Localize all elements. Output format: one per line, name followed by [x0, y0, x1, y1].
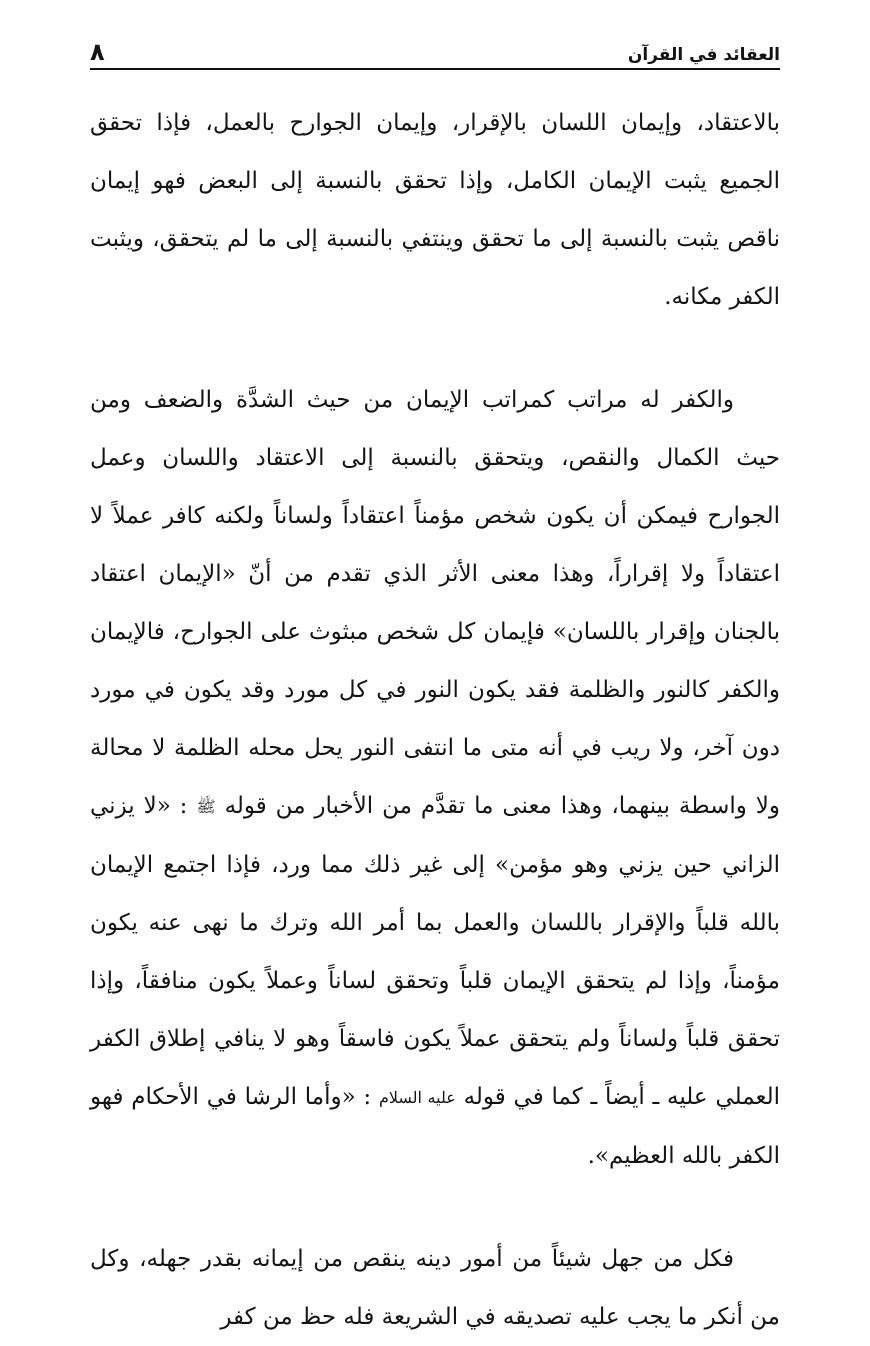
running-header — [90, 30, 780, 70]
paragraph-text: : «لا يزني الزاني حين يزني وهو مؤمن» إلى غير ذلك مما ورد، فإذا اجتمع الإيمان بالله قلباً والإقرار باللسان والعمل بما أمر الله وترك ما نهى عنه يكون مؤمناً، وإذا لم يتحقق الإيمان قلباً وتحقق لساناً وعملاً يكون منافقاً، وإذا تحقق قلباً ولساناً ولم يتحقق عملاً يكون فاسقاً وهو لا ينافي إطلاق الكفر العملي عليه ـ أيضاً ـ كما في قوله — [90, 793, 780, 1110]
paragraph-3 — [90, 1230, 780, 1346]
book-title: العقائد في القرآن — [627, 45, 780, 65]
page-number: ٨ — [90, 38, 105, 66]
paragraph-text: : «وأما الرشا في الأحكام فهو الكفر بالله العظيم». — [90, 1084, 780, 1169]
honorific-glyph: عليه السلام — [378, 1088, 456, 1107]
paragraph-text: والكفر له مراتب كمراتب الإيمان من حيث الشدَّة والضعف ومن حيث الكمال والنقص، ويتحقق بالنسبة إلى الاعتقاد واللسان وعمل الجوارح فيمكن أن يكون شخص مؤمناً اعتقاداً ولساناً ولكنه كافر عملاً لا اعتقاداً ولا إقراراً، وهذا معنى الأثر الذي تقدم من أنّ «الإيمان اعتقاد بالجنان وإقرار باللسان» فإيمان كل شخص مبثوث على الجوارح، فالإيمان والكفر كالنور والظلمة فقد يكون النور في كل مورد وقد يكون في مورد دون آخر، ولا ريب في أنه متى ما انتفى النور يحل محله الظلمة لا محالة ولا واسطة بينهما، وهذا معنى ما تقدَّم من الأخبار من قوله — [90, 387, 780, 819]
paragraph-2 — [90, 371, 780, 1185]
honorific-glyph: ﷺ — [196, 797, 216, 816]
paragraph-text: بالاعتقاد، وإيمان اللسان بالإقرار، وإيمان الجوارح بالعمل، فإذا تحقق الجميع يثبت الإيمان الكامل، وإذا تحقق بالنسبة إلى البعض فهو إيمان ناقص يثبت بالنسبة إلى ما تحقق وينتفي بالنسبة إلى ما لم يتحقق، ويثبت الكفر مكانه. — [90, 110, 780, 310]
paragraph-1 — [90, 94, 780, 326]
body-text — [90, 94, 780, 1346]
paragraph-text: فكل من جهل شيئاً من أمور دينه ينقص من إيمانه بقدر جهله، وكل من أنكر ما يجب عليه تصديقه في الشريعة فله حظ من كفر — [90, 1246, 780, 1330]
